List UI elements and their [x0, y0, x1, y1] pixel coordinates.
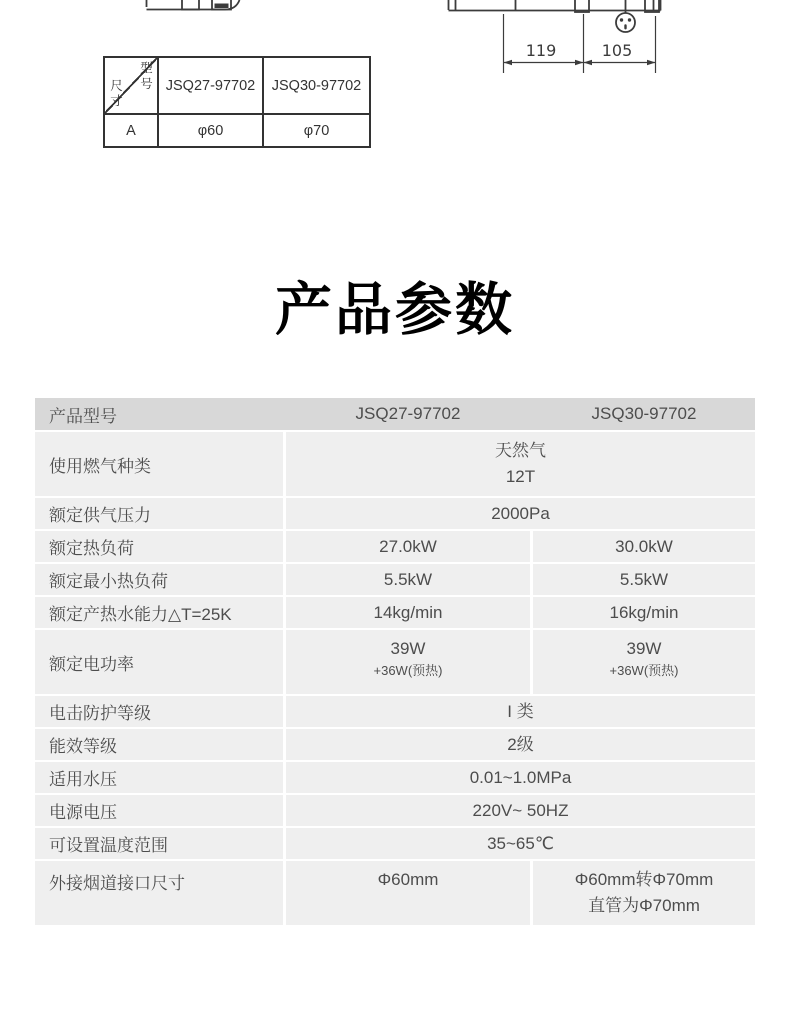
spec-value-line: 2级 — [507, 734, 534, 754]
spec-row — [35, 564, 755, 595]
size-value: φ60 — [157, 113, 262, 146]
spec-row-label: 额定供气压力 — [35, 498, 283, 529]
spec-value-model-2 — [533, 630, 755, 694]
spec-value-model-1 — [286, 597, 530, 628]
spec-value-line: 14kg/min — [373, 602, 443, 622]
spec-value-model-1 — [286, 531, 530, 562]
spec-row — [35, 828, 755, 859]
spec-value-model-2 — [533, 531, 755, 562]
spec-row-label: 额定产热水能力△T=25K — [35, 597, 283, 628]
spec-value-model-2 — [533, 861, 755, 925]
spec-value-line: 220V~ 50HZ — [472, 800, 569, 820]
corner-label-model: 型号 — [140, 61, 153, 91]
spec-header-model-2: JSQ30-97702 — [591, 404, 697, 423]
spec-value-line: Φ60mm转Φ70mm — [574, 870, 714, 889]
spec-value-line: 12T — [505, 467, 536, 486]
spec-value-line: +36W(预热) — [609, 663, 679, 678]
spec-value-line: 30.0kW — [615, 536, 673, 556]
dimension-label-119: 119 — [525, 41, 557, 60]
spec-row — [35, 531, 755, 562]
spec-value-merged — [286, 498, 755, 529]
model-column-header: JSQ27-97702 — [157, 58, 262, 113]
spec-value-line: 16kg/min — [609, 602, 679, 622]
spec-value-line: 2000Pa — [491, 503, 550, 523]
spec-value-line: 35~65℃ — [487, 833, 554, 853]
spec-row — [35, 861, 755, 925]
spec-row-label: 能效等级 — [35, 729, 283, 760]
spec-table-rows — [35, 432, 755, 925]
spec-value-line: 39W — [390, 639, 426, 658]
spec-header-model-1: JSQ27-97702 — [355, 404, 461, 423]
section-title: 产品参数 — [275, 278, 515, 342]
spec-value-merged — [286, 729, 755, 760]
spec-row-label: 电击防护等级 — [35, 696, 283, 727]
spec-row — [35, 762, 755, 793]
spec-row — [35, 432, 755, 496]
spec-row-label: 额定热负荷 — [35, 531, 283, 562]
spec-value-merged — [286, 795, 755, 826]
left-unit-bottom-drawing — [147, 0, 240, 10]
spec-value-line: 5.5kW — [383, 569, 433, 589]
spec-row-label: 电源电压 — [35, 795, 283, 826]
spec-row — [35, 795, 755, 826]
spec-row — [35, 696, 755, 727]
spec-value-line: I 类 — [507, 701, 534, 721]
spec-row-label: 可设置温度范围 — [35, 828, 283, 859]
model-size-corner-cell — [105, 58, 157, 113]
spec-value-line: Φ60mm — [377, 870, 439, 889]
spec-value-line: 天然气 — [495, 441, 546, 460]
spec-value-merged — [286, 762, 755, 793]
spec-value-line: 直管为Φ70mm — [588, 896, 700, 915]
size-value: φ70 — [262, 113, 369, 146]
spec-value-model-2 — [533, 564, 755, 595]
spec-row-label: 外接烟道接口尺寸 — [35, 861, 283, 925]
spec-value-merged — [286, 696, 755, 727]
spec-value-model-1 — [286, 630, 530, 694]
dimension-label-105: 105 — [601, 41, 633, 60]
spec-value-model-1 — [286, 861, 530, 925]
corner-label-size: 尺寸 — [110, 78, 123, 109]
spec-value-merged — [286, 828, 755, 859]
spec-header-label: 产品型号 — [49, 406, 117, 426]
right-unit-bottom-drawing — [449, 0, 661, 32]
spec-row — [35, 729, 755, 760]
spec-row-label: 额定最小热负荷 — [35, 564, 283, 595]
spec-value-merged — [286, 432, 755, 496]
spec-value-model-1 — [286, 564, 530, 595]
spec-value-line: 27.0kW — [379, 536, 437, 556]
spec-row — [35, 630, 755, 694]
spec-table — [35, 398, 755, 927]
size-row-label: A — [105, 113, 157, 146]
spec-value-line: +36W(预热) — [373, 663, 443, 678]
spec-value-line: 0.01~1.0MPa — [469, 767, 572, 787]
spec-row — [35, 498, 755, 529]
spec-value-line: 39W — [626, 639, 662, 658]
spec-row-label: 使用燃气种类 — [35, 432, 283, 496]
spec-row-label: 适用水压 — [35, 762, 283, 793]
spec-table-header — [35, 398, 755, 430]
spec-row-label: 额定电功率 — [35, 630, 283, 694]
spec-row — [35, 597, 755, 628]
spec-value-line: 5.5kW — [619, 569, 669, 589]
model-size-table — [103, 56, 371, 148]
spec-value-model-2 — [533, 597, 755, 628]
model-column-header: JSQ30-97702 — [262, 58, 369, 113]
